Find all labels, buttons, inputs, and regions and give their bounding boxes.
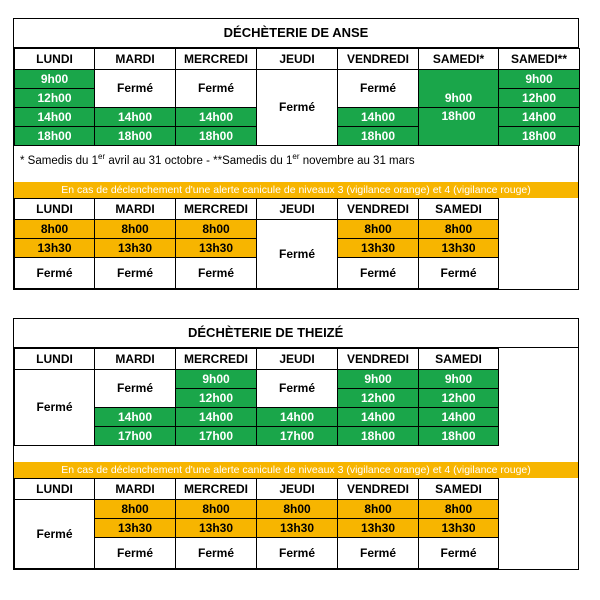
heat-mardi-closed-pm: Fermé bbox=[95, 258, 176, 289]
theize-heatwave-alert: En cas de déclenchement d'une alerte canicule de niveaux 3 (vigilance orange) et 4 (vigilance rouge) bbox=[14, 462, 578, 478]
samedi-winter-open-pm: 14h00 bbox=[499, 108, 580, 127]
heat-header-jeudi: JEUDI bbox=[257, 199, 338, 220]
mercredi-open-pm: 14h00 bbox=[176, 108, 257, 127]
t-heat-header-mardi: MARDI bbox=[95, 479, 176, 500]
anse-season-note: * Samedis du 1er avril au 31 octobre - **Samedis du 1er novembre au 31 mars bbox=[20, 152, 415, 167]
t-vendredi-open-am: 9h00 bbox=[338, 370, 419, 389]
t-heat-mercredi-open: 8h00 bbox=[176, 500, 257, 519]
t-heat-mardi-close: 13h30 bbox=[95, 519, 176, 538]
header-samedi-winter: SAMEDI** bbox=[499, 49, 580, 70]
anse-panel bbox=[13, 18, 579, 290]
t-jeudi-open-pm: 14h00 bbox=[257, 408, 338, 427]
mardi-close-pm: 18h00 bbox=[95, 127, 176, 146]
t-mercredi-close-pm: 17h00 bbox=[176, 427, 257, 446]
t-heat-mercredi-closed-pm: Fermé bbox=[176, 538, 257, 569]
t-heat-jeudi-open: 8h00 bbox=[257, 500, 338, 519]
t-mercredi-open-pm: 14h00 bbox=[176, 408, 257, 427]
t-mardi-open-pm: 14h00 bbox=[95, 408, 176, 427]
t-heat-header-samedi: SAMEDI bbox=[419, 479, 499, 500]
heat-lundi-open: 8h00 bbox=[15, 220, 95, 239]
lundi-open-pm: 14h00 bbox=[15, 108, 95, 127]
t-heat-samedi-close: 13h30 bbox=[419, 519, 499, 538]
t-samedi-open-am: 9h00 bbox=[419, 370, 499, 389]
theize-schedule-table bbox=[14, 348, 499, 446]
heat-mercredi-close: 13h30 bbox=[176, 239, 257, 258]
heat-mercredi-open: 8h00 bbox=[176, 220, 257, 239]
vendredi-close-pm: 18h00 bbox=[338, 127, 419, 146]
t-heat-jeudi-closed-pm: Fermé bbox=[257, 538, 338, 569]
t-samedi-open-pm: 14h00 bbox=[419, 408, 499, 427]
t-lundi-closed: Fermé bbox=[15, 370, 95, 446]
header-mardi: MARDI bbox=[95, 49, 176, 70]
heat-mardi-close: 13h30 bbox=[95, 239, 176, 258]
header-jeudi: JEUDI bbox=[257, 49, 338, 70]
samedi-winter-close-pm: 18h00 bbox=[499, 127, 580, 146]
mardi-open-pm: 14h00 bbox=[95, 108, 176, 127]
t-header-mercredi: MERCREDI bbox=[176, 349, 257, 370]
t-header-lundi: LUNDI bbox=[15, 349, 95, 370]
t-mercredi-close-am: 12h00 bbox=[176, 389, 257, 408]
heat-mardi-open: 8h00 bbox=[95, 220, 176, 239]
t-mardi-closed-am: Fermé bbox=[95, 370, 176, 408]
heat-vendredi-close: 13h30 bbox=[338, 239, 419, 258]
t-heat-vendredi-open: 8h00 bbox=[338, 500, 419, 519]
header-mercredi: MERCREDI bbox=[176, 49, 257, 70]
t-jeudi-closed-am: Fermé bbox=[257, 370, 338, 408]
header-lundi: LUNDI bbox=[15, 49, 95, 70]
heat-samedi-open: 8h00 bbox=[419, 220, 499, 239]
t-heat-mercredi-close: 13h30 bbox=[176, 519, 257, 538]
t-heat-vendredi-closed-pm: Fermé bbox=[338, 538, 419, 569]
t-mardi-close-pm: 17h00 bbox=[95, 427, 176, 446]
heat-header-mercredi: MERCREDI bbox=[176, 199, 257, 220]
t-samedi-close-am: 12h00 bbox=[419, 389, 499, 408]
heat-mercredi-closed-pm: Fermé bbox=[176, 258, 257, 289]
t-header-vendredi: VENDREDI bbox=[338, 349, 419, 370]
lundi-close-am: 12h00 bbox=[15, 89, 95, 108]
heat-lundi-closed-pm: Fermé bbox=[15, 258, 95, 289]
anse-heatwave-table bbox=[14, 198, 499, 289]
anse-header-row bbox=[15, 49, 580, 70]
heat-samedi-closed-pm: Fermé bbox=[419, 258, 499, 289]
t-heat-header-lundi: LUNDI bbox=[15, 479, 95, 500]
heat-samedi-close: 13h30 bbox=[419, 239, 499, 258]
anse-heatwave-alert: En cas de déclenchement d'une alerte canicule de niveaux 3 (vigilance orange) et 4 (vigilance rouge) bbox=[14, 182, 578, 198]
anse-schedule-table bbox=[14, 48, 580, 146]
t-heat-vendredi-close: 13h30 bbox=[338, 519, 419, 538]
t-vendredi-open-pm: 14h00 bbox=[338, 408, 419, 427]
mercredi-closed-am: Fermé bbox=[176, 70, 257, 108]
header-samedi-summer: SAMEDI* bbox=[419, 49, 499, 70]
t-header-jeudi: JEUDI bbox=[257, 349, 338, 370]
vendredi-open-pm: 14h00 bbox=[338, 108, 419, 127]
heat-header-mardi: MARDI bbox=[95, 199, 176, 220]
t-heat-samedi-closed-pm: Fermé bbox=[419, 538, 499, 569]
samedi-winter-open-am: 9h00 bbox=[499, 70, 580, 89]
heat-jeudi-closed: Fermé bbox=[257, 220, 338, 289]
t-jeudi-close-pm: 17h00 bbox=[257, 427, 338, 446]
t-heat-header-mercredi: MERCREDI bbox=[176, 479, 257, 500]
anse-title: DÉCHÈTERIE DE ANSE bbox=[14, 19, 578, 48]
t-header-samedi: SAMEDI bbox=[419, 349, 499, 370]
theize-heatwave-table bbox=[14, 478, 499, 569]
lundi-open-am: 9h00 bbox=[15, 70, 95, 89]
heat-lundi-close: 13h30 bbox=[15, 239, 95, 258]
t-heat-header-jeudi: JEUDI bbox=[257, 479, 338, 500]
mercredi-close-pm: 18h00 bbox=[176, 127, 257, 146]
heat-header-lundi: LUNDI bbox=[15, 199, 95, 220]
heat-vendredi-closed-pm: Fermé bbox=[338, 258, 419, 289]
lundi-close-pm: 18h00 bbox=[15, 127, 95, 146]
vendredi-closed-am: Fermé bbox=[338, 70, 419, 108]
heat-vendredi-open: 8h00 bbox=[338, 220, 419, 239]
mardi-closed-am: Fermé bbox=[95, 70, 176, 108]
samedi-summer-close: 18h00 bbox=[419, 108, 499, 146]
t-heat-mardi-closed-pm: Fermé bbox=[95, 538, 176, 569]
heat-header-samedi: SAMEDI bbox=[419, 199, 499, 220]
theize-title: DÉCHÈTERIE DE THEIZÉ bbox=[14, 319, 578, 348]
samedi-summer-open-am: 9h00 bbox=[419, 70, 499, 108]
jeudi-closed: Fermé bbox=[257, 70, 338, 146]
samedi-winter-close-am: 12h00 bbox=[499, 89, 580, 108]
t-heat-jeudi-close: 13h30 bbox=[257, 519, 338, 538]
t-vendredi-close-am: 12h00 bbox=[338, 389, 419, 408]
t-vendredi-close-pm: 18h00 bbox=[338, 427, 419, 446]
t-heat-lundi-closed: Fermé bbox=[15, 500, 95, 569]
t-samedi-close-pm: 18h00 bbox=[419, 427, 499, 446]
t-header-mardi: MARDI bbox=[95, 349, 176, 370]
header-vendredi: VENDREDI bbox=[338, 49, 419, 70]
heat-header-vendredi: VENDREDI bbox=[338, 199, 419, 220]
t-heat-samedi-open: 8h00 bbox=[419, 500, 499, 519]
t-heat-mardi-open: 8h00 bbox=[95, 500, 176, 519]
t-heat-header-vendredi: VENDREDI bbox=[338, 479, 419, 500]
theize-panel bbox=[13, 318, 579, 570]
t-mercredi-open-am: 9h00 bbox=[176, 370, 257, 389]
